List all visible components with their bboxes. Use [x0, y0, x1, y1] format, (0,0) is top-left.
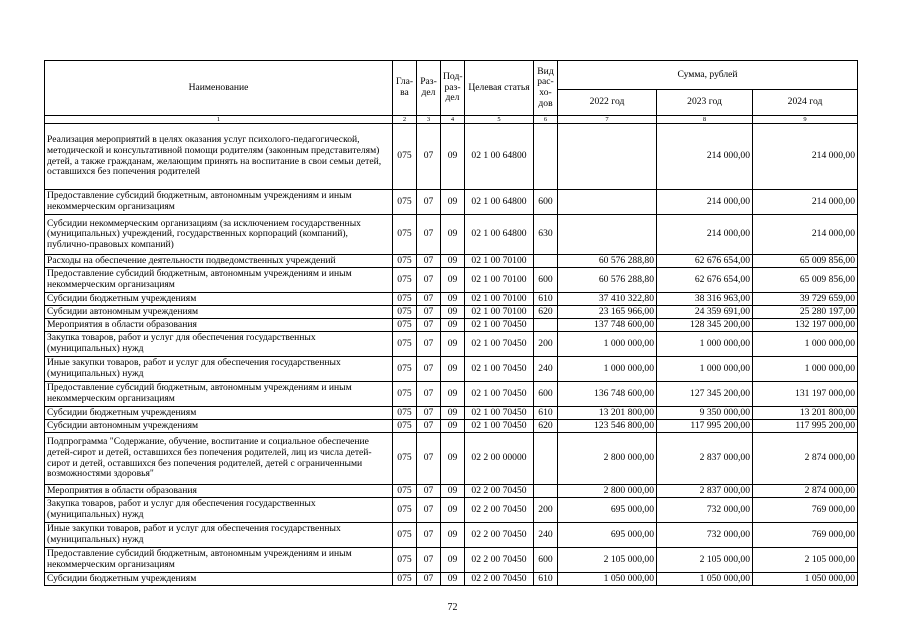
row-razdel: 07: [417, 407, 441, 420]
row-target-article: 02 2 00 70450: [465, 498, 534, 523]
row-expense-type: [534, 433, 558, 485]
row-expense-type: 620: [534, 420, 558, 433]
row-glava: 075: [393, 190, 417, 215]
row-podrazdel: 09: [441, 255, 465, 268]
row-sum-2022: 2 105 000,00: [558, 548, 657, 573]
row-podrazdel: 09: [441, 306, 465, 319]
header-name: Наименование: [45, 61, 393, 116]
row-name: Субсидии автономным учреждениям: [45, 306, 393, 319]
row-name: Предоставление субсидий бюджетным, автономным учреждениям и иным некоммерческим организациям: [45, 190, 393, 215]
table-row: [45, 124, 858, 190]
header-podrazdel: Под-раз-дел: [441, 61, 465, 116]
row-expense-type: [534, 485, 558, 498]
row-sum-2023: 2 105 000,00: [657, 548, 753, 573]
row-podrazdel: 09: [441, 319, 465, 332]
row-glava: 075: [393, 485, 417, 498]
row-sum-2022: 136 748 600,00: [558, 382, 657, 407]
row-podrazdel: 09: [441, 357, 465, 382]
column-number: 5: [465, 116, 534, 124]
header-year-2023: 2023 год: [657, 90, 753, 116]
row-sum-2024: 117 995 200,00: [753, 420, 858, 433]
row-sum-2023: 732 000,00: [657, 498, 753, 523]
row-razdel: 07: [417, 523, 441, 548]
row-podrazdel: 09: [441, 190, 465, 215]
row-name: Иные закупки товаров, работ и услуг для обеспечения государственных (муниципальных) нужд: [45, 357, 393, 382]
row-glava: 075: [393, 124, 417, 190]
row-name: Предоставление субсидий бюджетным, автономным учреждениям и иным некоммерческим организациям: [45, 382, 393, 407]
row-sum-2024: 1 000 000,00: [753, 357, 858, 382]
row-target-article: 02 1 00 70450: [465, 407, 534, 420]
row-glava: 075: [393, 293, 417, 306]
row-podrazdel: 09: [441, 293, 465, 306]
row-name: Закупка товаров, работ и услуг для обеспечения государственных (муниципальных) нужд: [45, 498, 393, 523]
table-row: [45, 573, 858, 586]
row-target-article: 02 1 00 70450: [465, 382, 534, 407]
row-sum-2023: 2 837 000,00: [657, 485, 753, 498]
row-target-article: 02 1 00 70450: [465, 420, 534, 433]
row-expense-type: 600: [534, 268, 558, 293]
row-podrazdel: 09: [441, 523, 465, 548]
row-podrazdel: 09: [441, 215, 465, 255]
row-glava: 075: [393, 332, 417, 357]
row-glava: 075: [393, 268, 417, 293]
header-razdel: Раз-дел: [417, 61, 441, 116]
row-glava: 075: [393, 433, 417, 485]
table-row: [45, 319, 858, 332]
row-name: Субсидии некоммерческим организациям (за исключением государственных (муниципальных) учреждений, государственных корпораций (компаний), публично-правовых компаний): [45, 215, 393, 255]
row-podrazdel: 09: [441, 548, 465, 573]
row-razdel: 07: [417, 573, 441, 586]
row-razdel: 07: [417, 498, 441, 523]
row-expense-type: 600: [534, 548, 558, 573]
column-number: 1: [45, 116, 393, 124]
column-number-row: [45, 116, 858, 124]
row-glava: 075: [393, 523, 417, 548]
row-name: Расходы на обеспечение деятельности подведомственных учреждений: [45, 255, 393, 268]
row-sum-2023: 2 837 000,00: [657, 433, 753, 485]
row-target-article: 02 2 00 70450: [465, 548, 534, 573]
row-target-article: 02 1 00 70450: [465, 319, 534, 332]
column-number: 4: [441, 116, 465, 124]
row-podrazdel: 09: [441, 420, 465, 433]
column-number: 9: [753, 116, 858, 124]
row-target-article: 02 2 00 70450: [465, 523, 534, 548]
row-name: Иные закупки товаров, работ и услуг для обеспечения государственных (муниципальных) нужд: [45, 523, 393, 548]
table-row: [45, 382, 858, 407]
row-podrazdel: 09: [441, 382, 465, 407]
row-sum-2023: 117 995 200,00: [657, 420, 753, 433]
page-number: 72: [447, 602, 458, 613]
row-glava: 075: [393, 306, 417, 319]
row-sum-2024: 39 729 659,00: [753, 293, 858, 306]
row-expense-type: 610: [534, 407, 558, 420]
row-name: Подпрограмма "Содержание, обучение, воспитание и социальное обеспечение детей-сирот и детей, оставшихся без попечения родителей, лиц из числа детей-сирот и детей, оставшихся без попечения родителей, детей с ограниченными возможностями здоровья": [45, 433, 393, 485]
row-sum-2023: 62 676 654,00: [657, 255, 753, 268]
row-glava: 075: [393, 420, 417, 433]
row-razdel: 07: [417, 332, 441, 357]
row-target-article: 02 1 00 70450: [465, 332, 534, 357]
row-sum-2024: 132 197 000,00: [753, 319, 858, 332]
row-sum-2023: 214 000,00: [657, 190, 753, 215]
row-sum-2024: 214 000,00: [753, 124, 858, 190]
table-row: [45, 332, 858, 357]
row-target-article: 02 1 00 64800: [465, 215, 534, 255]
row-sum-2022: 1 000 000,00: [558, 332, 657, 357]
row-target-article: 02 1 00 70100: [465, 293, 534, 306]
row-target-article: 02 1 00 70100: [465, 306, 534, 319]
row-name: Предоставление субсидий бюджетным, автономным учреждениям и иным некоммерческим организациям: [45, 268, 393, 293]
row-expense-type: 200: [534, 332, 558, 357]
row-sum-2024: 769 000,00: [753, 498, 858, 523]
header-glava: Гла-ва: [393, 61, 417, 116]
column-number: 7: [558, 116, 657, 124]
row-sum-2022: 60 576 288,80: [558, 268, 657, 293]
row-podrazdel: 09: [441, 268, 465, 293]
row-sum-2022: 37 410 322,80: [558, 293, 657, 306]
row-expense-type: [534, 124, 558, 190]
row-sum-2022: [558, 124, 657, 190]
row-sum-2024: 1 000 000,00: [753, 332, 858, 357]
row-name: Субсидии бюджетным учреждениям: [45, 407, 393, 420]
row-glava: 075: [393, 382, 417, 407]
row-sum-2024: 214 000,00: [753, 190, 858, 215]
row-sum-2023: 214 000,00: [657, 124, 753, 190]
row-sum-2022: 695 000,00: [558, 523, 657, 548]
row-sum-2023: 214 000,00: [657, 215, 753, 255]
row-glava: 075: [393, 407, 417, 420]
row-expense-type: 600: [534, 382, 558, 407]
row-target-article: 02 1 00 70100: [465, 268, 534, 293]
row-expense-type: [534, 255, 558, 268]
row-glava: 075: [393, 215, 417, 255]
row-name: Реализация мероприятий в целях оказания услуг психолого-педагогической, методической и консультативной помощи родителям (законным представителям) детей, а также гражданам, желающим принять на воспитание в свои семьи детей, оставшихся без попечения родителей: [45, 124, 393, 190]
row-target-article: 02 1 00 64800: [465, 124, 534, 190]
table-body: [45, 124, 858, 586]
row-name: Предоставление субсидий бюджетным, автономным учреждениям и иным некоммерческим организациям: [45, 548, 393, 573]
row-sum-2024: 131 197 000,00: [753, 382, 858, 407]
table-header: [45, 61, 858, 124]
row-target-article: 02 1 00 70450: [465, 357, 534, 382]
table-row: [45, 485, 858, 498]
row-sum-2024: 214 000,00: [753, 215, 858, 255]
row-sum-2023: 1 000 000,00: [657, 332, 753, 357]
header-year-2024: 2024 год: [753, 90, 858, 116]
table-row: [45, 433, 858, 485]
row-podrazdel: 09: [441, 332, 465, 357]
row-razdel: 07: [417, 124, 441, 190]
row-sum-2022: 123 546 800,00: [558, 420, 657, 433]
row-expense-type: 240: [534, 523, 558, 548]
row-glava: 075: [393, 255, 417, 268]
table-row: [45, 420, 858, 433]
row-target-article: 02 1 00 70100: [465, 255, 534, 268]
row-sum-2022: [558, 190, 657, 215]
row-name: Закупка товаров, работ и услуг для обеспечения государственных (муниципальных) нужд: [45, 332, 393, 357]
row-sum-2024: 25 280 197,00: [753, 306, 858, 319]
row-glava: 075: [393, 319, 417, 332]
table-row: [45, 306, 858, 319]
row-razdel: 07: [417, 548, 441, 573]
row-podrazdel: 09: [441, 407, 465, 420]
row-name: Субсидии бюджетным учреждениям: [45, 293, 393, 306]
table-row: [45, 190, 858, 215]
row-podrazdel: 09: [441, 573, 465, 586]
table-row: [45, 523, 858, 548]
row-expense-type: 620: [534, 306, 558, 319]
row-sum-2022: [558, 215, 657, 255]
row-razdel: 07: [417, 485, 441, 498]
row-sum-2023: 24 359 691,00: [657, 306, 753, 319]
row-name: Субсидии автономным учреждениям: [45, 420, 393, 433]
row-sum-2023: 127 345 200,00: [657, 382, 753, 407]
row-sum-2022: 1 050 000,00: [558, 573, 657, 586]
table-row: [45, 268, 858, 293]
header-year-2022: 2022 год: [558, 90, 657, 116]
row-razdel: 07: [417, 357, 441, 382]
row-expense-type: 600: [534, 190, 558, 215]
table-row: [45, 215, 858, 255]
row-sum-2024: 1 050 000,00: [753, 573, 858, 586]
table-row: [45, 293, 858, 306]
budget-table: [44, 60, 858, 586]
row-razdel: 07: [417, 420, 441, 433]
table-row: [45, 407, 858, 420]
header-sum: Сумма, рублей: [558, 61, 858, 90]
row-glava: 075: [393, 498, 417, 523]
table-row: [45, 548, 858, 573]
row-sum-2024: 2 874 000,00: [753, 433, 858, 485]
row-sum-2023: 1 050 000,00: [657, 573, 753, 586]
row-podrazdel: 09: [441, 433, 465, 485]
row-razdel: 07: [417, 319, 441, 332]
row-glava: 075: [393, 548, 417, 573]
row-sum-2022: 695 000,00: [558, 498, 657, 523]
row-razdel: 07: [417, 433, 441, 485]
row-sum-2024: 65 009 856,00: [753, 268, 858, 293]
row-expense-type: 240: [534, 357, 558, 382]
row-sum-2022: 137 748 600,00: [558, 319, 657, 332]
row-glava: 075: [393, 357, 417, 382]
row-razdel: 07: [417, 215, 441, 255]
row-target-article: 02 2 00 70450: [465, 485, 534, 498]
table-row: [45, 498, 858, 523]
row-name: Мероприятия в области образования: [45, 485, 393, 498]
row-name: Мероприятия в области образования: [45, 319, 393, 332]
row-sum-2022: 1 000 000,00: [558, 357, 657, 382]
row-expense-type: [534, 319, 558, 332]
row-sum-2024: 13 201 800,00: [753, 407, 858, 420]
row-target-article: 02 1 00 64800: [465, 190, 534, 215]
row-sum-2023: 38 316 963,00: [657, 293, 753, 306]
row-sum-2024: 2 105 000,00: [753, 548, 858, 573]
row-target-article: 02 2 00 00000: [465, 433, 534, 485]
table-row: [45, 255, 858, 268]
row-sum-2023: 732 000,00: [657, 523, 753, 548]
row-podrazdel: 09: [441, 124, 465, 190]
row-razdel: 07: [417, 268, 441, 293]
column-number: 8: [657, 116, 753, 124]
row-razdel: 07: [417, 255, 441, 268]
row-razdel: 07: [417, 382, 441, 407]
row-podrazdel: 09: [441, 498, 465, 523]
row-name: Субсидии бюджетным учреждениям: [45, 573, 393, 586]
row-target-article: 02 2 00 70450: [465, 573, 534, 586]
header-expense-type: Вид рас-хо-дов: [534, 61, 558, 116]
row-razdel: 07: [417, 293, 441, 306]
header-target-article: Целевая статья: [465, 61, 534, 116]
table-row: [45, 357, 858, 382]
row-sum-2024: 769 000,00: [753, 523, 858, 548]
column-number: 2: [393, 116, 417, 124]
row-expense-type: 200: [534, 498, 558, 523]
row-sum-2022: 23 165 966,00: [558, 306, 657, 319]
row-expense-type: 610: [534, 293, 558, 306]
row-sum-2023: 62 676 654,00: [657, 268, 753, 293]
column-number: 6: [534, 116, 558, 124]
row-sum-2022: 60 576 288,80: [558, 255, 657, 268]
row-sum-2024: 2 874 000,00: [753, 485, 858, 498]
row-expense-type: 630: [534, 215, 558, 255]
row-razdel: 07: [417, 306, 441, 319]
row-expense-type: 610: [534, 573, 558, 586]
row-sum-2024: 65 009 856,00: [753, 255, 858, 268]
column-number: 3: [417, 116, 441, 124]
row-sum-2022: 2 800 000,00: [558, 485, 657, 498]
row-sum-2022: 13 201 800,00: [558, 407, 657, 420]
row-sum-2023: 1 000 000,00: [657, 357, 753, 382]
row-podrazdel: 09: [441, 485, 465, 498]
row-sum-2023: 128 345 200,00: [657, 319, 753, 332]
row-glava: 075: [393, 573, 417, 586]
row-sum-2023: 9 350 000,00: [657, 407, 753, 420]
row-razdel: 07: [417, 190, 441, 215]
row-sum-2022: 2 800 000,00: [558, 433, 657, 485]
